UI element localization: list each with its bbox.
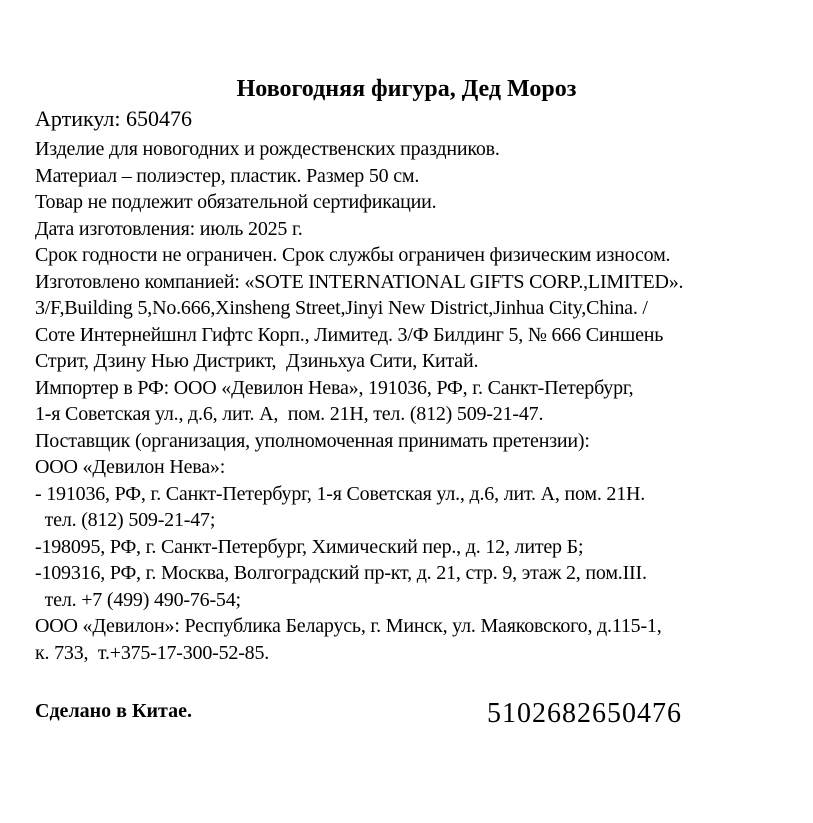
body-line-product-purpose: Изделие для новогодних и рождественских праздников. [35,138,500,160]
barcode-number: 5102682650476 [487,698,682,729]
body-line-supplier-name: ООО «Девилон Нева»: [35,456,226,478]
label-body [0,134,813,666]
body-line-belarus-distributor-2: к. 733, т.+375-17-300-52-85. [35,641,270,664]
body-line-supplier-address-2: -198095, РФ, г. Санкт-Петербург, Химический пер., д. 12, литер Б; [35,535,584,558]
body-line-manufacturer-address-ru-2: Стрит, Дзину Нью Дистрикт, Дзиньхуа Сити, Китай. [35,350,479,372]
body-line-supplier-phone-2: тел. +7 (499) 490-76-54; [35,588,241,611]
body-line-shelf-life: Срок годности не ограничен. Срок службы ограничен физическим износом. [35,244,671,266]
body-line-importer-1: Импортер в РФ: ООО «Девилон Нева», 191036, РФ, г. Санкт-Петербург, [35,376,634,399]
body-line-manufacturer-address-ru-1: Соте Интернейшнл Гифтс Корп., Лимитед. 3/Ф Билдинг 5, № 666 Синшень [35,323,664,346]
made-in-label: Сделано в Китае. [35,700,192,722]
article-number: Артикул: 650476 [35,106,192,131]
body-line-supplier-address-1: - 191036, РФ, г. Санкт-Петербург, 1-я Советская ул., д.6, лит. А, пом. 21Н. [35,482,646,505]
body-line-manufacture-date: Дата изготовления: июль 2025 г. [35,217,303,240]
label-footer [0,694,813,764]
body-line-manufacturer: Изготовлено компанией: «SOTE INTERNATIONAL GIFTS CORP.,LIMITED». [35,270,684,293]
body-line-belarus-distributor-1: ООО «Девилон»: Республика Беларусь, г. Минск, ул. Маяковского, д.115-1, [35,615,662,637]
body-line-supplier-heading: Поставщик (организация, уполномоченная принимать претензии): [35,429,590,452]
body-line-supplier-address-3: -109316, РФ, г. Москва, Волгоградский пр-кт, д. 21, стр. 9, этаж 2, пом.III. [35,562,647,584]
body-line-importer-2: 1-я Советская ул., д.6, лит. А, пом. 21Н, тел. (812) 509-21-47. [35,403,544,425]
body-line-certification: Товар не подлежит обязательной сертификации. [35,191,437,213]
page-title: Новогодняя фигура, Дед Мороз [236,76,577,102]
body-line-supplier-phone-1: тел. (812) 509-21-47; [35,509,216,531]
body-line-manufacturer-address-en: 3/F,Building 5,No.666,Xinsheng Street,Jinyi New District,Jinhua City,China. / [35,297,648,319]
body-line-material-size: Материал – полиэстер, пластик. Размер 50 см. [35,164,420,187]
